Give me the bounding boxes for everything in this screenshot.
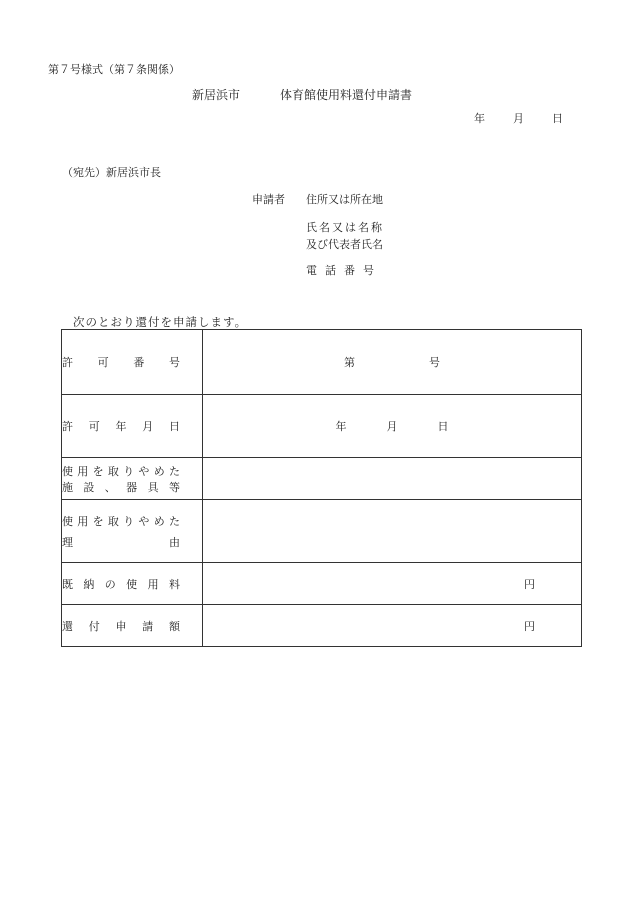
date-year: 年 [474, 112, 485, 125]
yen-unit: 円 [524, 619, 535, 633]
refund-form-table [61, 329, 582, 647]
table-row [62, 500, 582, 563]
table-row [62, 330, 582, 395]
paid-fee-field[interactable] [203, 563, 582, 605]
form-number: 第７号様式（第７条関係） [48, 63, 180, 76]
representative-field-label: 及び代表者氏名 [306, 238, 383, 251]
cancellation-reason-label: 使 用 を 取 り や め た 理 由 [62, 500, 203, 563]
permit-number-label: 許 可 番 号 [62, 330, 203, 395]
permit-date-label: 許 可 年 月 日 [62, 395, 203, 458]
table-row [62, 605, 582, 647]
table-row [62, 458, 582, 500]
document-title-line [192, 86, 412, 103]
date-day: 日 [552, 112, 563, 125]
application-date [474, 110, 563, 126]
city-name: 新居浜市 [192, 88, 241, 102]
date-month: 月 [513, 112, 524, 125]
paid-fee-label: 既 納 の 使 用 料 [62, 563, 203, 605]
address-field-label: 住所又は所在地 [306, 193, 383, 206]
addressee: （宛先）新居浜市長 [62, 166, 161, 179]
refund-amount-field[interactable] [203, 605, 582, 647]
permit-date-field[interactable]: 年 月 日 [203, 395, 582, 458]
name-field-label: 氏名又は名称 [306, 221, 384, 234]
refund-amount-label: 還 付 申 請 額 [62, 605, 203, 647]
table-row [62, 395, 582, 458]
phone-field-label: 電話番号 [306, 264, 382, 277]
document-title: 体育館使用料還付申請書 [280, 88, 413, 102]
applicant-label: 申請者 [252, 193, 285, 206]
cancelled-facility-field[interactable] [203, 458, 582, 500]
cancelled-facility-label: 使 用 を 取 り や め た 施 設 、 器 具 等 [62, 458, 203, 500]
cancellation-reason-field[interactable] [203, 500, 582, 563]
permit-number-field[interactable]: 第 号 [203, 330, 582, 395]
intro-text: 次のとおり還付を申請します。 [73, 315, 248, 329]
table-row [62, 563, 582, 605]
yen-unit: 円 [524, 577, 535, 591]
